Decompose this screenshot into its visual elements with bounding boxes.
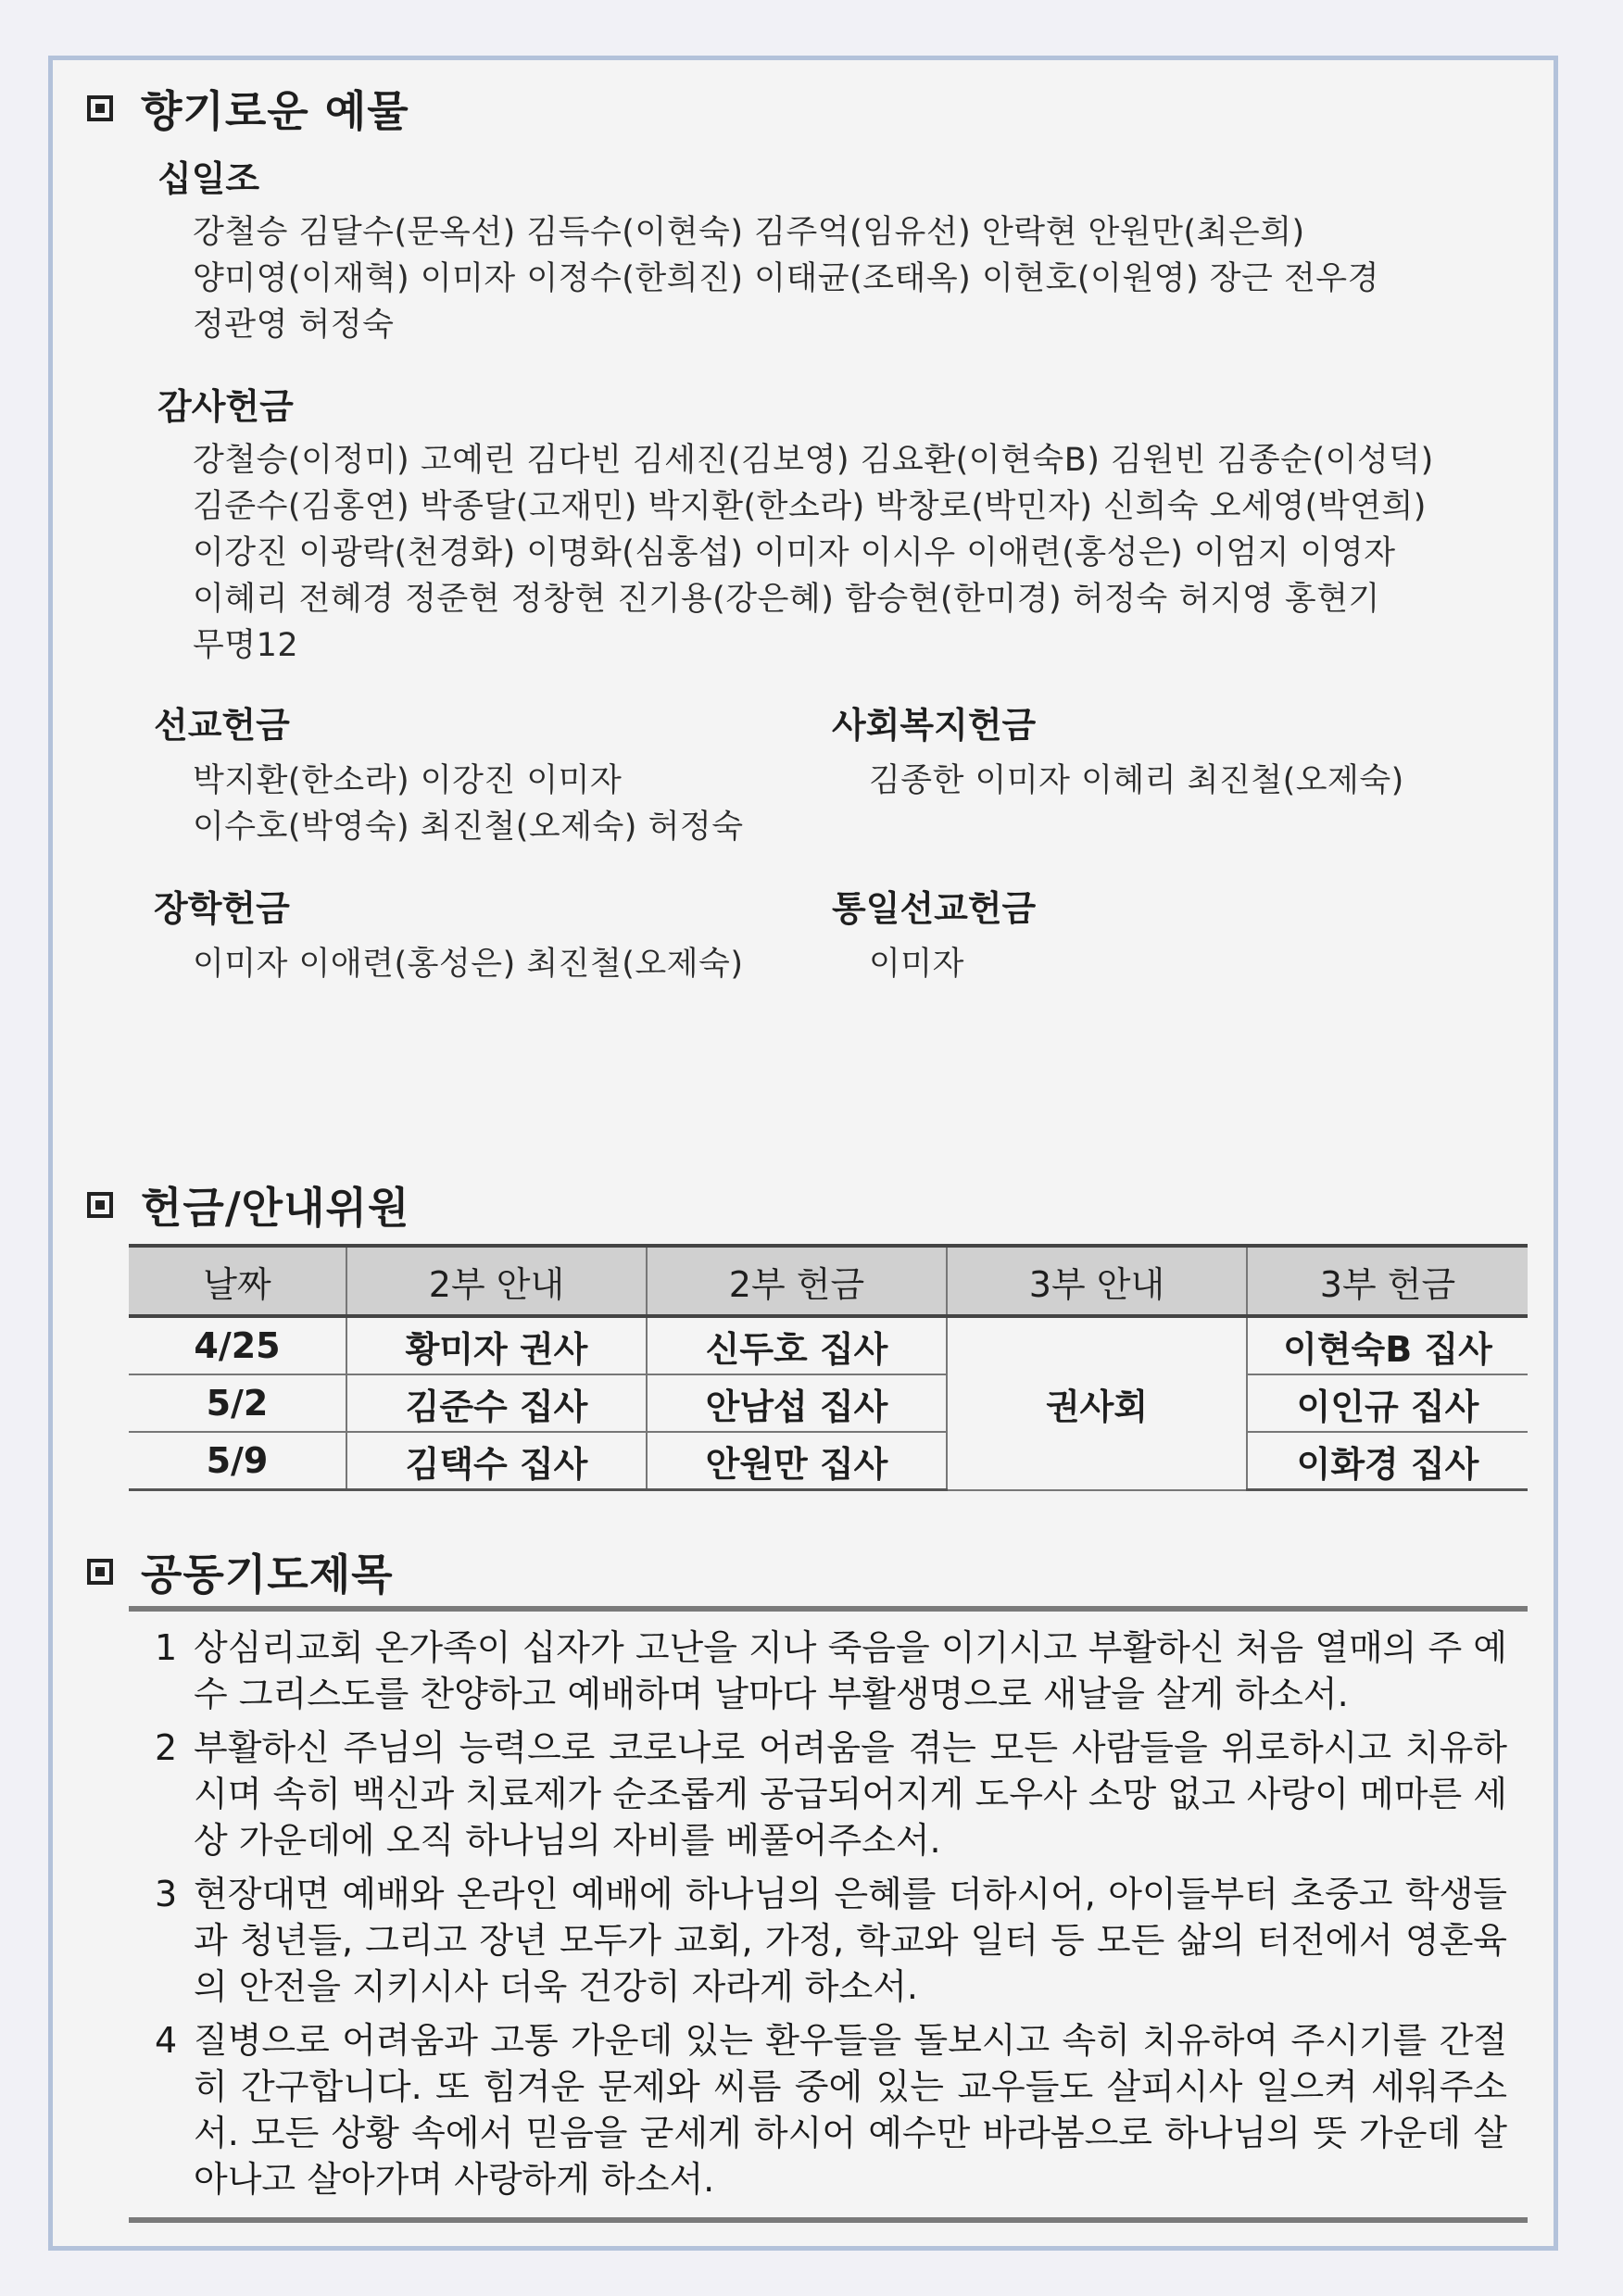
table-row	[129, 1374, 1528, 1432]
offerings-title: 향기로운 예물	[141, 86, 409, 136]
prayer-item	[129, 1871, 1528, 2010]
mission-label: 선교헌금	[154, 705, 290, 746]
prayer-text: 현장대면 예배와 온라인 예배에 하나님의 은혜를 더하시어, 아이들부터 초중고 학생들과 청년들, 그리고 장년 모두가 교회, 가정, 학교와 일터 등 모든 삶의 터전에서 영혼육의 안전을 지키시사 더욱 건강히 자라게 하소서.	[194, 1874, 1507, 2007]
prayer-number: 1	[155, 1627, 178, 1668]
prayer-text: 상심리교회 온가족이 십자가 고난을 지나 죽음을 이기시고 부활하신 처음 열매의 주 예수 그리스도를 찬양하고 예배하며 날마다 부활생명으로 새날을 살게 하소서.	[194, 1627, 1507, 1714]
duty-table	[129, 1244, 1528, 1491]
cell-guide2: 김택수 집사	[346, 1432, 647, 1490]
cell-guide2: 황미자 권사	[346, 1316, 647, 1374]
cell-offer2: 안원만 집사	[647, 1432, 947, 1490]
col-guide2: 2부 안내	[346, 1246, 647, 1316]
cell-date: 5/9	[129, 1432, 346, 1490]
welfare-label: 사회복지헌금	[832, 705, 1037, 746]
cell-offer2: 신두호 집사	[647, 1316, 947, 1374]
prayer-heading	[87, 1541, 394, 1602]
offerings-heading	[87, 78, 409, 139]
tithe-label: 십일조	[157, 158, 260, 199]
cell-offer3: 이인규 집사	[1247, 1374, 1528, 1432]
prayer-title: 공동기도제목	[141, 1549, 394, 1600]
duty-heading	[87, 1174, 409, 1236]
prayer-item	[129, 2017, 1528, 2202]
col-date: 날짜	[129, 1246, 346, 1316]
table-row	[129, 1316, 1528, 1374]
prayer-text: 부활하신 주님의 능력으로 코로나로 어려움을 겪는 모든 사람들을 위로하시고 치유하시며 속히 백신과 치료제가 순조롭게 공급되어지게 도우사 소망 없고 사랑이 메마른 세상 가운데에 오직 하나님의 자비를 베풀어주소서.	[194, 1727, 1507, 1861]
table-row	[129, 1432, 1528, 1490]
scholarship-label: 장학헌금	[154, 888, 290, 929]
prayer-number: 3	[155, 1874, 178, 1914]
prayer-text: 질병으로 어려움과 고통 가운데 있는 환우들을 돌보시고 속히 치유하여 주시기를 간절히 간구합니다. 또 힘겨운 문제와 씨름 중에 있는 교우들도 살피시사 일으켜 세워주소서. 모든 상황 속에서 믿음을 굳세게 하시어 예수만 바라봄으로 하나님의 뜻 가운데 살아나고 살아가며 사랑하게 하소서.	[194, 2020, 1507, 2200]
col-guide3: 3부 안내	[947, 1246, 1247, 1316]
unification-label: 통일선교헌금	[832, 888, 1037, 929]
scholarship-names: 이미자 이애련(홍성은) 최진철(오제숙)	[193, 946, 744, 983]
thanks-label: 감사헌금	[157, 386, 294, 427]
unification-names: 이미자	[869, 946, 964, 983]
cell-date: 5/2	[129, 1374, 346, 1432]
square-bullet-icon	[87, 1559, 113, 1585]
mission-names: 박지환(한소라) 이강진 이미자 이수호(박영숙) 최진철(오제숙) 허정숙	[193, 762, 744, 846]
cell-offer2: 안남섭 집사	[647, 1374, 947, 1432]
table-header-row	[129, 1246, 1528, 1316]
prayer-number: 4	[155, 2020, 178, 2061]
prayer-item	[129, 1725, 1528, 1863]
cell-date: 4/25	[129, 1316, 346, 1374]
prayer-number: 2	[155, 1727, 178, 1768]
col-offer2: 2부 헌금	[647, 1246, 947, 1316]
cell-offer3: 이화경 집사	[1247, 1432, 1528, 1490]
prayer-item	[129, 1625, 1528, 1717]
square-bullet-icon	[87, 1192, 113, 1218]
col-offer3: 3부 헌금	[1247, 1246, 1528, 1316]
duty-title: 헌금/안내위원	[141, 1183, 410, 1233]
square-bullet-icon	[87, 95, 113, 121]
tithe-names: 강철승 김달수(문옥선) 김득수(이현숙) 김주억(임유선) 안락현 안원만(최은희) 양미영(이재혁) 이미자 이정수(한희진) 이태균(조태옥) 이현호(이원영) 장근 전우경 정관영 허정숙	[193, 214, 1379, 344]
prayer-list	[129, 1606, 1528, 2223]
welfare-names: 김종한 이미자 이혜리 최진철(오제숙)	[869, 762, 1404, 799]
thanks-names: 강철승(이정미) 고예린 김다빈 김세진(김보영) 김요환(이현숙B) 김원빈 김종순(이성덕) 김준수(김홍연) 박종달(고재민) 박지환(한소라) 박창로(박민자) 신희숙 오세영(박연희) 이강진 이광락(천경화) 이명화(심홍섭) 이미자 이시우 이애련(홍성은) 이엄지 이영자 이혜리 전혜경 정준현 정창현 진기용(강은혜) 함승현(한미경) 허정숙 허지영 홍현기 무명12	[193, 442, 1434, 664]
cell-offer3: 이현숙B 집사	[1247, 1316, 1528, 1374]
cell-guide2: 김준수 집사	[346, 1374, 647, 1432]
cell-guide3-merged: 권사회	[947, 1316, 1247, 1490]
